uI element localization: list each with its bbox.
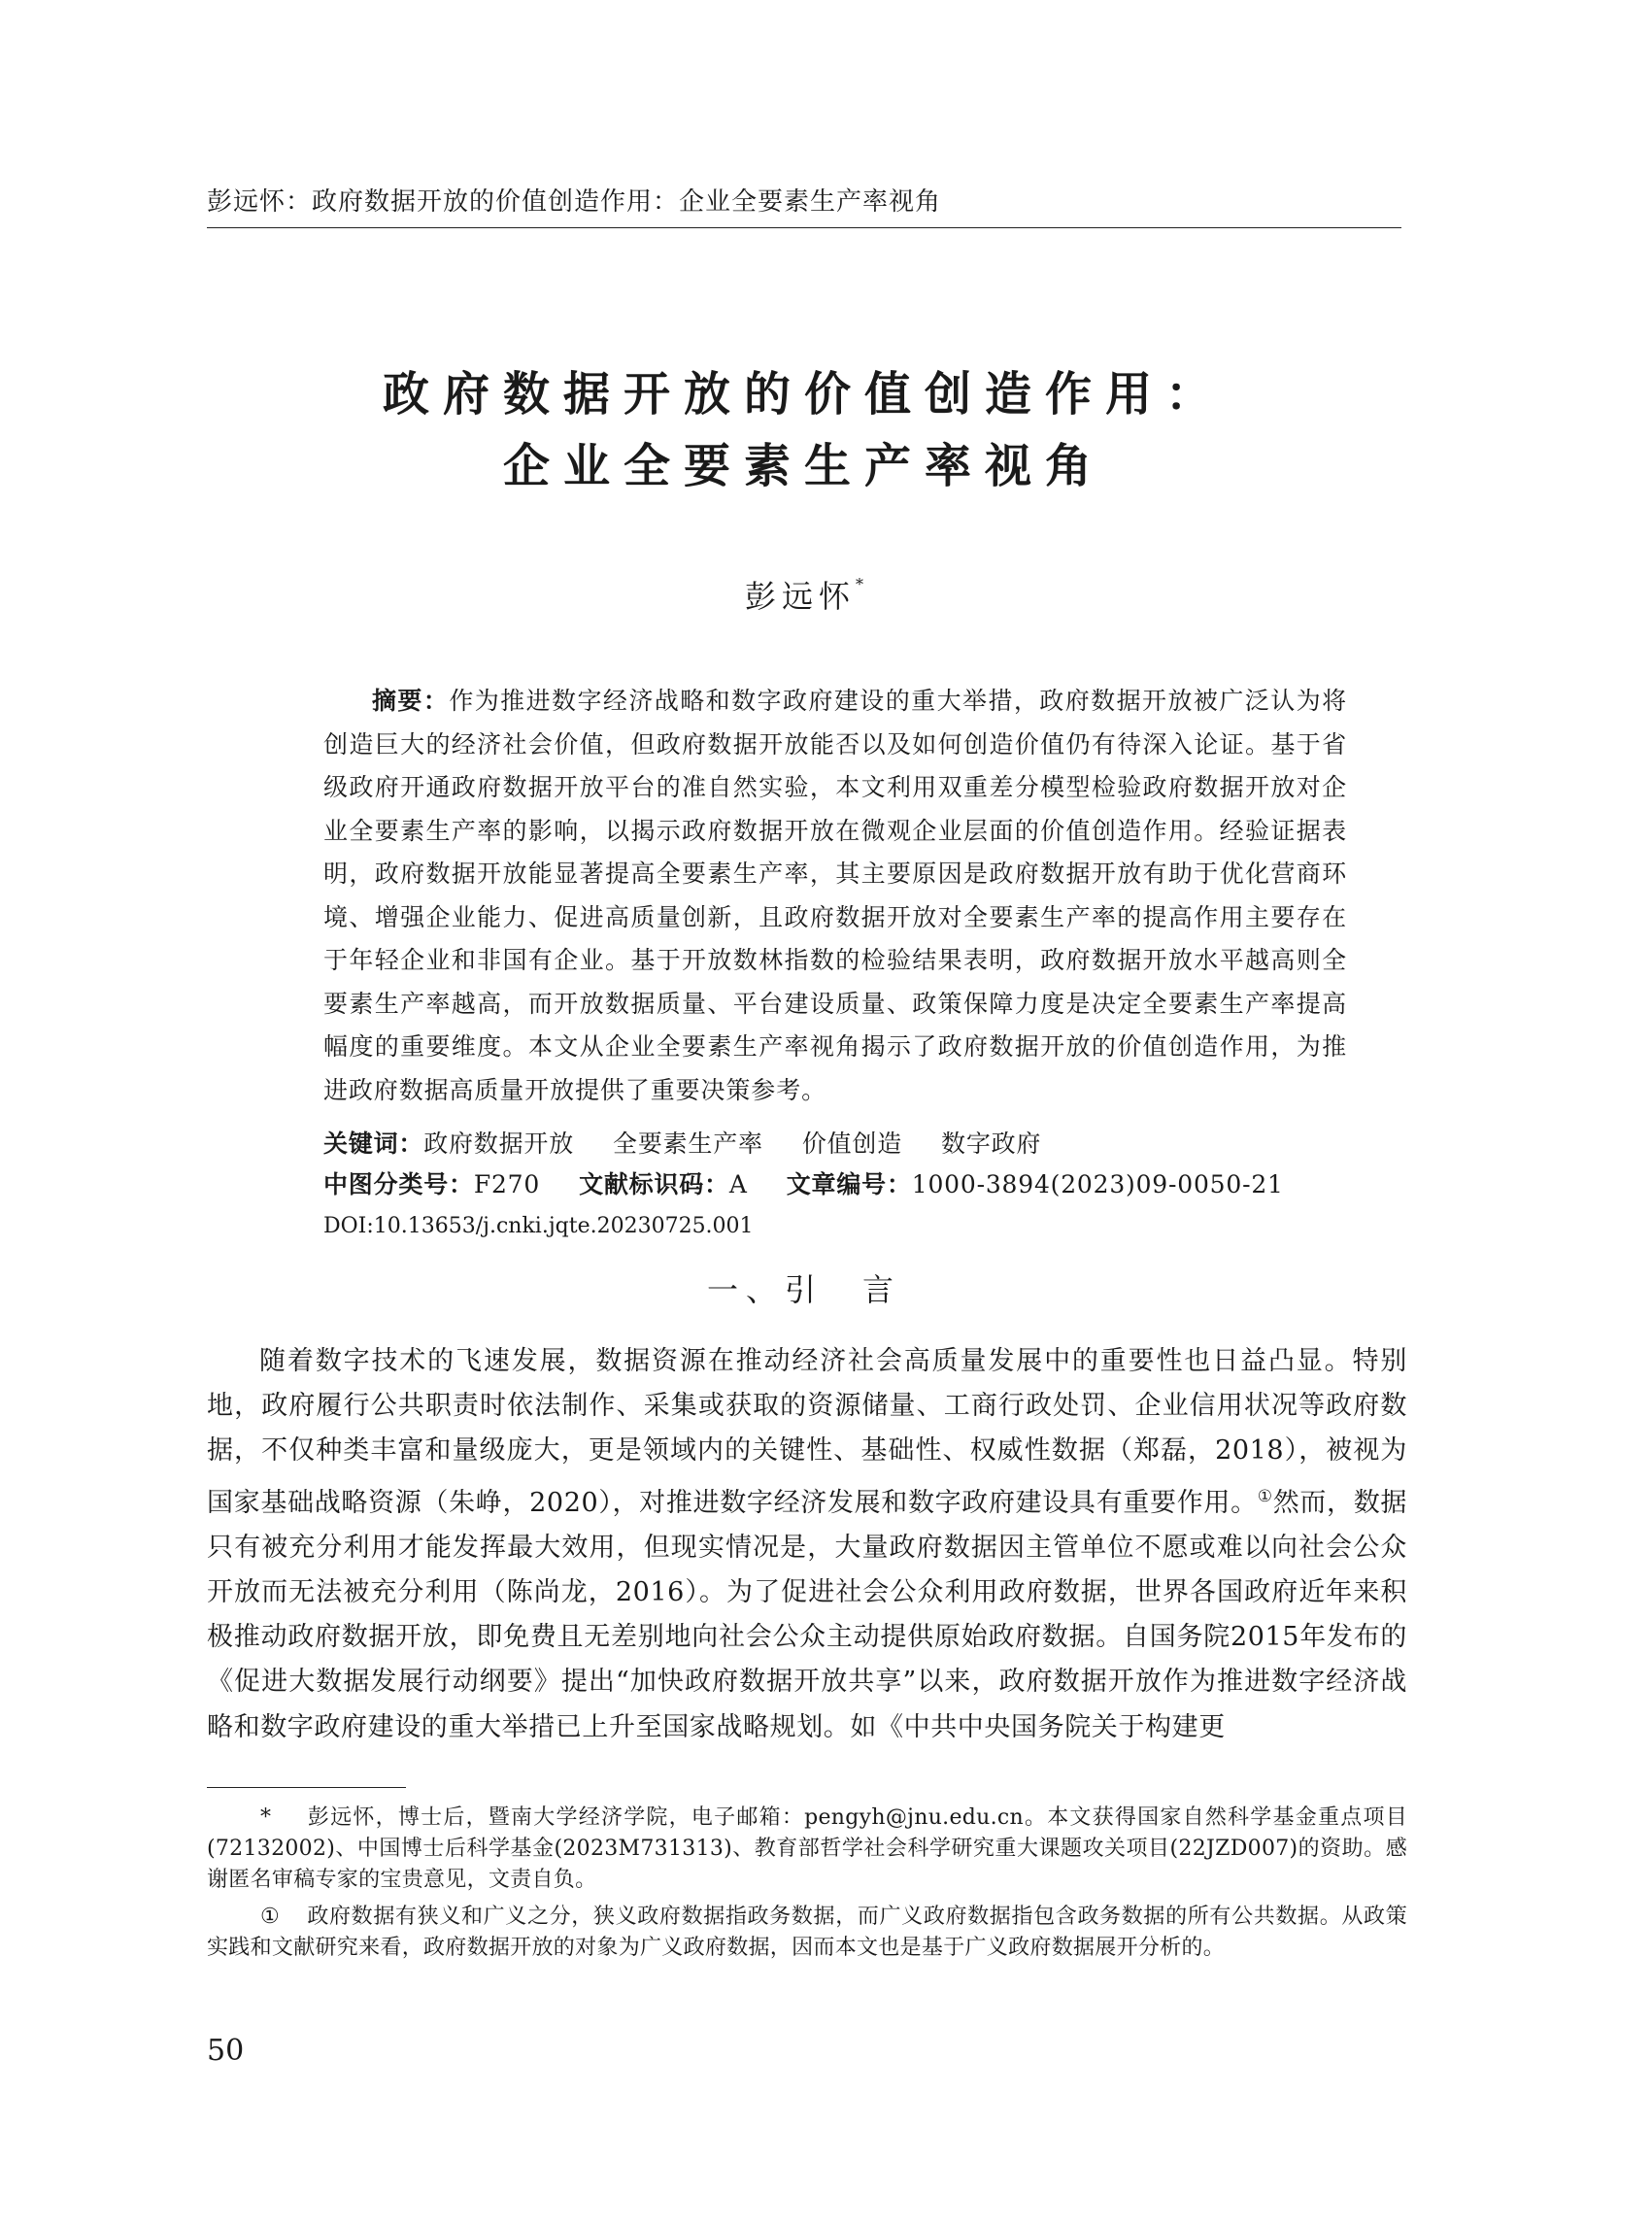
- keyword: 数字政府: [941, 1130, 1042, 1158]
- footnote: [207, 1902, 1407, 1964]
- page-number: 50: [207, 2034, 245, 2068]
- header-rule: [207, 227, 1401, 228]
- author-footnote-mark: *: [856, 575, 863, 593]
- keyword: 价值创造: [801, 1130, 903, 1158]
- footnote: [207, 1803, 1407, 1896]
- doi: DOI:10.13653/j.cnki.jqte.20230725.001: [323, 1214, 754, 1238]
- clc-label: 中图分类号：: [323, 1170, 474, 1198]
- keywords: [323, 1125, 1347, 1164]
- article-number-label: 文章编号：: [786, 1170, 912, 1198]
- doc-code-value: A: [728, 1170, 748, 1198]
- abstract-label: 摘要：: [372, 687, 450, 715]
- doc-code-label: 文献标识码：: [579, 1170, 729, 1198]
- abstract-text: 作为推进数字经济战略和数字政府建设的重大举措，政府数据开放被广泛认为将创造巨大的经济社会价值，但政府数据开放能否以及如何创造价值仍有待深入论证。基于省级政府开通政府数据开放平台的准自然实验，本文利用双重差分模型检验政府数据开放对企业全要素生产率的影响，以揭示政府数据开放在微观企业层面的价值创造作用。经验证据表明，政府数据开放能显著提高全要素生产率，其主要原因是政府数据开放有助于优化营商环境、增强企业能力、促进高质量创新，且政府数据开放对全要素生产率的提高作用主要存在于年轻企业和非国有企业。基于开放数林指数的检验结果表明，政府数据开放水平越高则全要素生产率越高，而开放数据质量、平台建设质量、政策保障力度是决定全要素生产率提高幅度的重要维度。本文从企业全要素生产率视角揭示了政府数据开放的价值创造作用，为推进政府数据高质量开放提供了重要决策参考。: [323, 687, 1347, 1104]
- running-head: 彭远怀：政府数据开放的价值创造作用：企业全要素生产率视角: [207, 187, 942, 217]
- footnote-reference: ①: [1257, 1486, 1273, 1506]
- footnote-text: 政府数据有狭义和广义之分，狭义政府数据指政务数据，而广义政府数据指包含政务数据的所有公共数据。从政策实践和文献研究来看，政府数据开放的对象为广义政府数据，因而本文也是基于广义政府数据展开分析的。: [207, 1905, 1407, 1960]
- footnote-symbol: ①: [260, 1905, 281, 1929]
- keyword: 全要素生产率: [613, 1130, 763, 1158]
- author: [207, 561, 1401, 620]
- footnote-symbol: *: [260, 1805, 272, 1830]
- body-text: [207, 1339, 1407, 1750]
- body-paragraph-part-2: 然而，数据只有被充分利用才能发挥最大效用，但现实情况是，大量政府数据因主管单位不愿或难以向社会公众开放而无法被充分利用（陈尚龙，2016）。为了促进社会公众利用政府数据，世界各国政府近年来积极推动政府数据开放，即免费且无差别地向社会公众主动提供原始政府数据。自国务院2015年发布的《促进大数据发展行动纲要》提出“加快政府数据开放共享”以来，政府数据开放作为推进数字经济战略和数字政府建设的重大举措已上升至国家战略规划。如《中共中央国务院关于构建更: [207, 1487, 1407, 1742]
- keyword: 政府数据开放: [423, 1130, 575, 1158]
- footnote-rule: [207, 1787, 406, 1788]
- abstract: [323, 680, 1347, 1112]
- classification-line: [323, 1165, 1347, 1204]
- keywords-label: 关键词：: [323, 1130, 424, 1158]
- footnote-text: 彭远怀，博士后，暨南大学经济学院，电子邮箱：pengyh@jnu.edu.cn。本文获得国家自然科学基金重点项目(72132002)、中国博士后科学基金(2023M731313)、教育部哲学社会科学研究重大课题攻关项目(22JZD007)的资助。感谢匿名审稿专家的宝贵意见，文责自负。: [207, 1805, 1407, 1892]
- article-number-value: 1000-3894(2023)09-0050-21: [911, 1170, 1284, 1198]
- title-line-2: 企业全要素生产率视角: [502, 439, 1105, 493]
- section-heading: 一、引 言: [706, 1271, 901, 1308]
- body-paragraph-part-1: 随着数字技术的飞速发展，数据资源在推动经济社会高质量发展中的重要性也日益凸显。特别地，政府履行公共职责时依法制作、采集或获取的资源储量、工商行政处罚、企业信用状况等政府数据，不仅种类丰富和量级庞大，更是领域内的关键性、基础性、权威性数据（郑磊，2018），被视为国家基础战略资源（朱峥，2020），对推进数字经济发展和数字政府建设具有重要作用。: [207, 1346, 1407, 1518]
- author-name: 彭远怀: [744, 578, 856, 615]
- title-line-1: 政府数据开放的价值创造作用：: [382, 367, 1226, 422]
- clc-value: F270: [473, 1170, 541, 1198]
